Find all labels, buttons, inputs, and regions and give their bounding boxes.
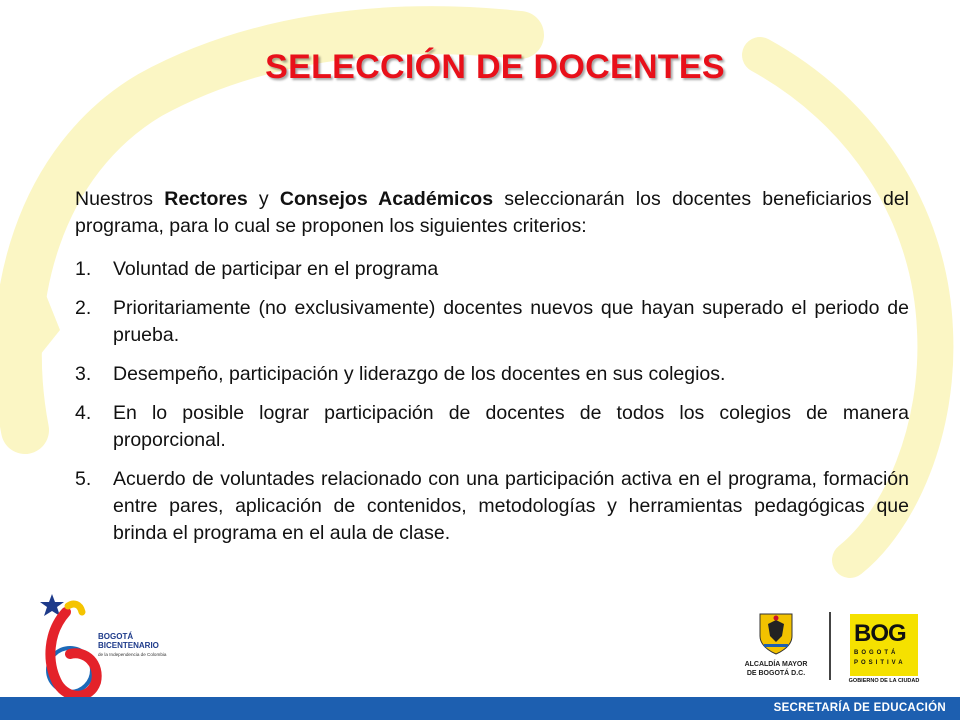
footer-label: SECRETARÍA DE EDUCACIÓN <box>773 702 946 714</box>
alcaldia-line1: ALCALDÍA MAYOR <box>744 661 808 668</box>
criteria-number: 1. <box>75 258 92 280</box>
intro-text-middle: y <box>247 187 280 210</box>
alcaldia-text <box>732 660 820 678</box>
intro-text-before: Nuestros <box>75 187 165 210</box>
criteria-number: 2. <box>75 297 92 319</box>
criteria-text: En lo posible lograr participación de docentes de todos los colegios de manera proporcional. <box>113 402 909 451</box>
criteria-list <box>75 256 909 559</box>
footer-bar <box>0 697 960 720</box>
bog-line1: BOGOTÁ <box>854 650 899 656</box>
criteria-item <box>75 466 909 547</box>
criteria-item <box>75 295 909 349</box>
bog-mark: BOG <box>854 620 906 647</box>
criteria-item <box>75 256 909 283</box>
criteria-item <box>75 400 909 454</box>
criteria-text: Acuerdo de voluntades relacionado con una participación activa en el programa, formación entre pares, aplicación de contenidos, metodologías y herramientas pedagógicas que brinda el programa en el aula de clase. <box>113 468 909 544</box>
slide-title: SELECCIÓN DE DOCENTES <box>265 48 725 86</box>
bicentenario-line1: BOGOTÁ <box>98 632 134 641</box>
bogota-positiva-logo <box>850 614 918 686</box>
bog-box <box>850 614 918 676</box>
alcaldia-line2: DE BOGOTÁ D.C. <box>746 670 806 677</box>
criteria-text: Prioritariamente (no exclusivamente) docentes nuevos que hayan superado el periodo de prueba. <box>113 297 909 346</box>
intro-paragraph <box>75 186 909 240</box>
bog-caption: GOBIERNO DE LA CIUDAD <box>848 678 920 684</box>
intro-bold-consejos: Consejos Académicos <box>279 187 494 210</box>
logo-divider <box>829 612 831 680</box>
intro-text-after: seleccionarán los docentes beneficiarios del programa, para lo cual se proponen los siguientes criterios: <box>75 187 910 237</box>
bicentenario-line3: de la Independencia de Colombia <box>98 652 167 657</box>
criteria-number: 3. <box>75 363 92 385</box>
bicentenario-text <box>98 632 166 659</box>
coat-of-arms-icon <box>756 610 796 656</box>
criteria-number: 4. <box>75 402 92 424</box>
criteria-number: 5. <box>75 468 92 490</box>
intro-bold-rectores: Rectores <box>164 187 248 210</box>
criteria-text: Voluntad de participar en el programa <box>113 258 439 280</box>
alcaldia-logo <box>732 610 820 690</box>
bicentenario-line2: BICENTENARIO <box>98 641 159 650</box>
criteria-item <box>75 361 909 388</box>
criteria-text: Desempeño, participación y liderazgo de los docentes en sus colegios. <box>113 363 726 385</box>
bog-line2: POSITIVA <box>854 660 906 666</box>
